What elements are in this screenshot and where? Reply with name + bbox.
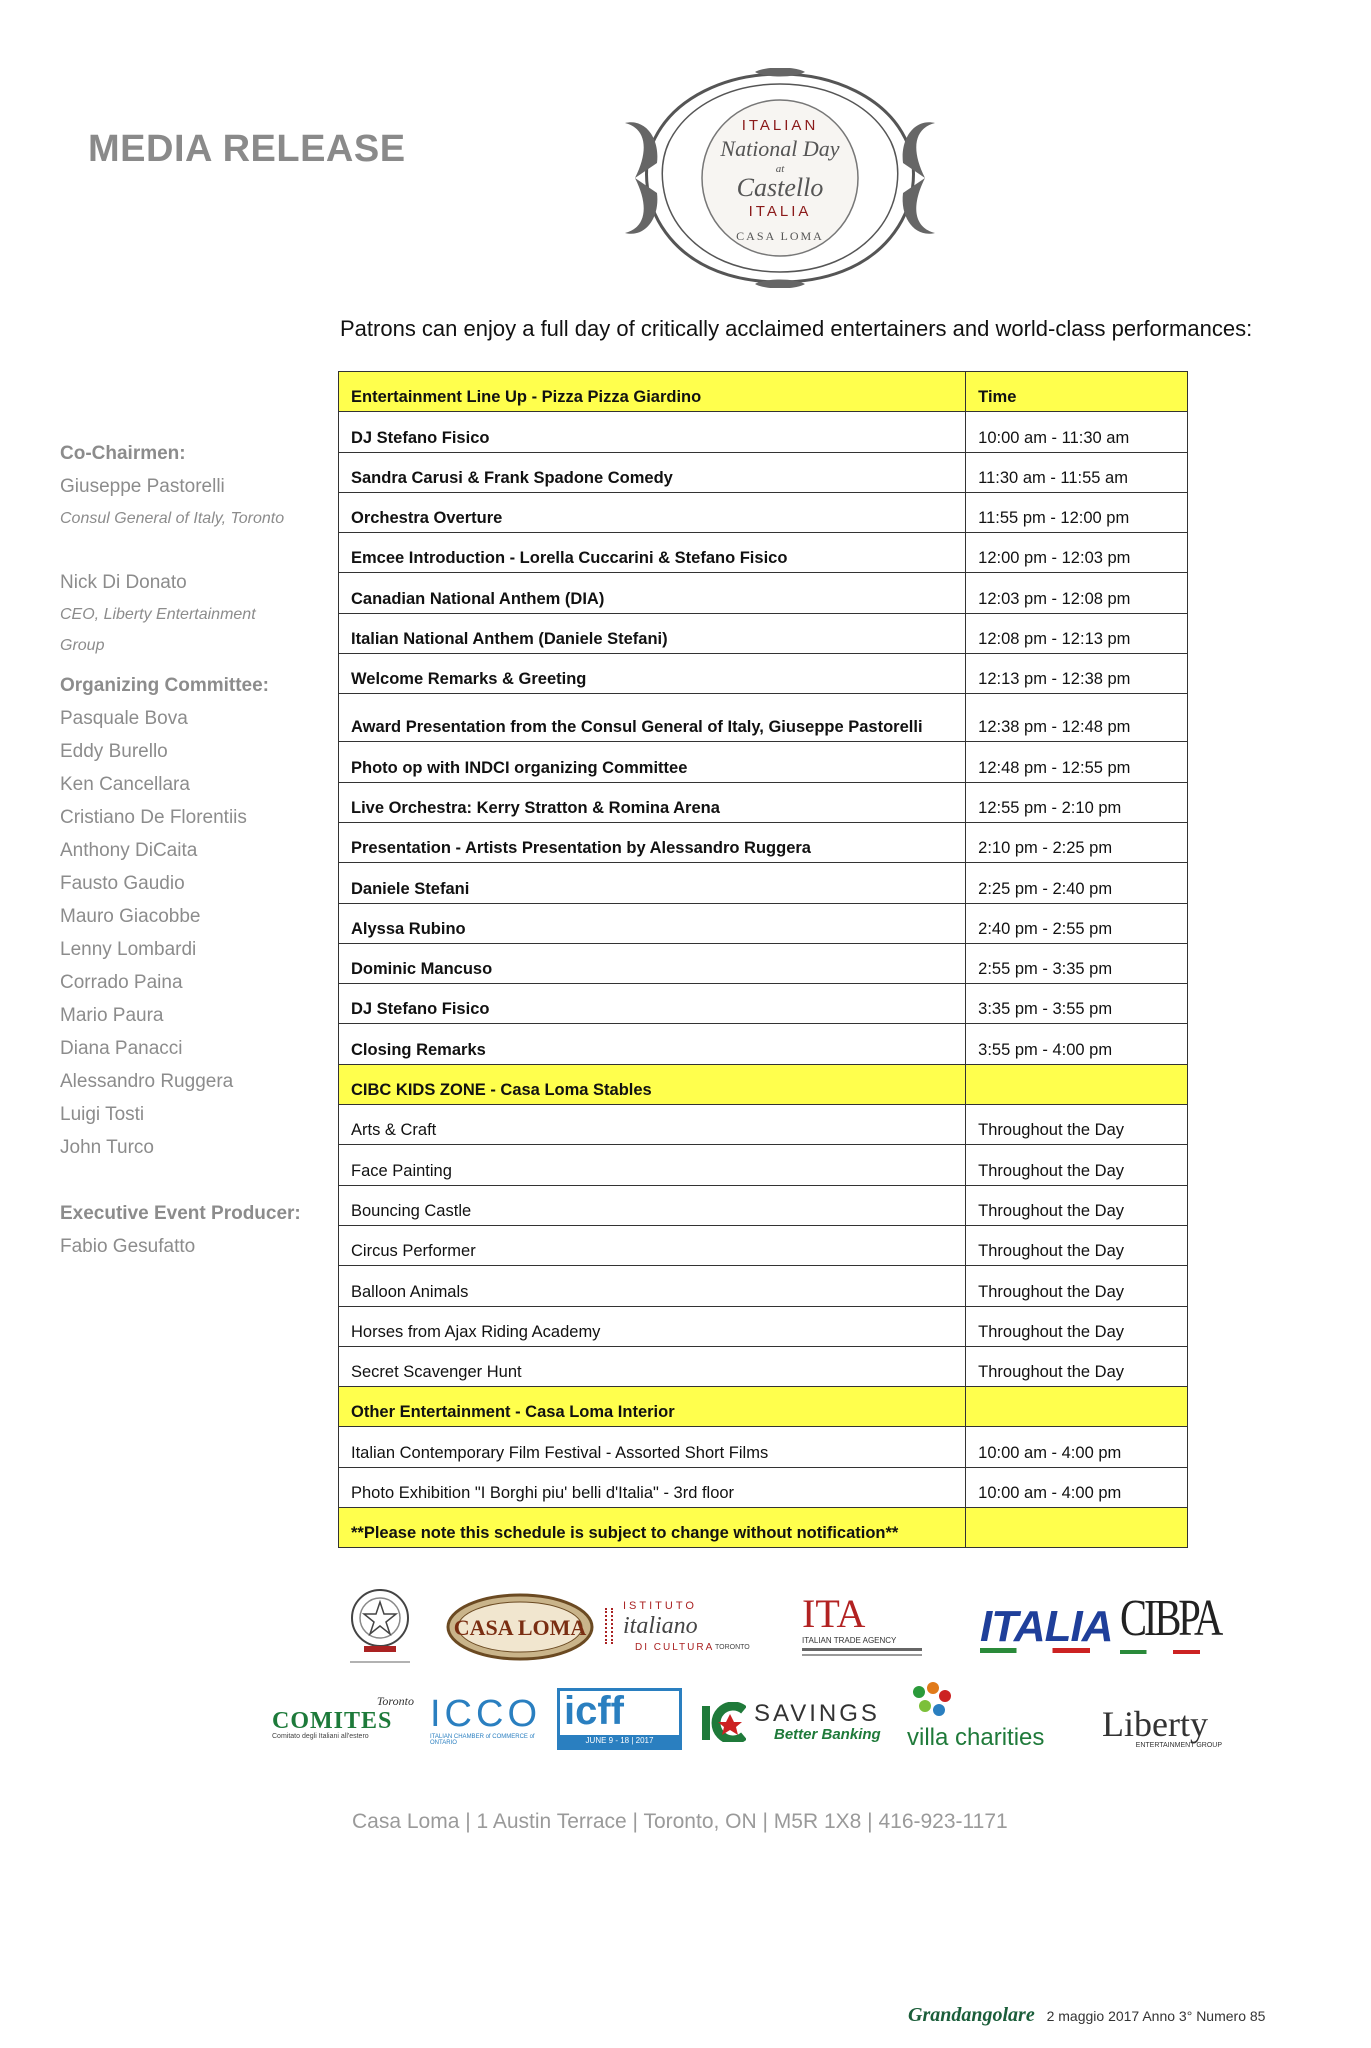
committee-member: Ken Cancellara [60, 774, 190, 795]
schedule-section-header [339, 1064, 1188, 1104]
sponsor-logos-row1: CASA LOMA ISTITUTO italiano DI CULTURA TORONTO ITA ITALIAN TRADE AGENCY ITALIA CIBPA [340, 1582, 1210, 1672]
schedule-row [339, 613, 1188, 653]
schedule-time: Throughout the Day [966, 1225, 1188, 1265]
ic-mark-icon [702, 1702, 746, 1742]
committee-list [60, 702, 330, 1164]
committee-member: Anthony DiCaita [60, 840, 198, 861]
chair1-role: Consul General of Italy, Toronto [60, 510, 285, 527]
schedule-row [339, 782, 1188, 822]
villa-tree-icon [907, 1680, 957, 1722]
schedule-activity: Face Painting [339, 1145, 966, 1185]
publication-issue: 2 maggio 2017 Anno 3° Numero 85 [1046, 2008, 1266, 2024]
schedule-activity: Presentation - Artists Presentation by Alessandro Ruggera [339, 822, 966, 862]
schedule-row [339, 1427, 1188, 1467]
schedule-time: Throughout the Day [966, 1346, 1188, 1386]
schedule-row [339, 903, 1188, 943]
consulate-emblem-logo [340, 1582, 420, 1675]
schedule-section-header [339, 1387, 1188, 1427]
schedule-row [339, 1024, 1188, 1064]
schedule-activity: Orchestra Overture [339, 492, 966, 532]
schedule-time: 12:55 pm - 2:10 pm [966, 782, 1188, 822]
page-title: MEDIA RELEASE [88, 128, 406, 170]
schedule-row [339, 943, 1188, 983]
schedule-row [339, 822, 1188, 862]
schedule-time: 2:40 pm - 2:55 pm [966, 903, 1188, 943]
publication-masthead: Grandangolare [908, 2004, 1035, 2026]
schedule-activity: Canadian National Anthem (DIA) [339, 573, 966, 613]
schedule-activity: Closing Remarks [339, 1024, 966, 1064]
svg-text:CASA LOMA: CASA LOMA [453, 1615, 587, 1640]
schedule-activity: Balloon Animals [339, 1266, 966, 1306]
schedule-time: 10:00 am - 11:30 am [966, 412, 1188, 452]
schedule-activity: **Please note this schedule is subject to change without notification** [339, 1508, 966, 1548]
cibpa-logo: CIBPA [1120, 1588, 1202, 1654]
schedule-row [339, 452, 1188, 492]
chair2-role-line1: CEO, Liberty Entertainment [60, 606, 256, 623]
committee-member: Pasquale Bova [60, 708, 188, 729]
schedule-activity: Alyssa Rubino [339, 903, 966, 943]
schedule-time: 12:03 pm - 12:08 pm [966, 573, 1188, 613]
committee-member: Cristiano De Florentiis [60, 807, 247, 828]
intro-text: Patrons can enjoy a full day of critically acclaimed entertainers and world-class performances: [340, 316, 1253, 341]
schedule-time: Throughout the Day [966, 1105, 1188, 1145]
committee-member: Alessandro Ruggera [60, 1071, 234, 1092]
schedule-time: 11:55 pm - 12:00 pm [966, 492, 1188, 532]
schedule-activity: Arts & Craft [339, 1105, 966, 1145]
chair1-name: Giuseppe Pastorelli [60, 476, 225, 497]
schedule-activity: CIBC KIDS ZONE - Casa Loma Stables [339, 1064, 966, 1104]
schedule-activity: Emcee Introduction - Lorella Cuccarini & Stefano Fisico [339, 533, 966, 573]
schedule-row [339, 1266, 1188, 1306]
committee-member: Luigi Tosti [60, 1104, 145, 1125]
schedule-row [339, 1185, 1188, 1225]
schedule-activity: Welcome Remarks & Greeting [339, 654, 966, 694]
schedule-time: Time [966, 372, 1188, 412]
committee-member: Fausto Gaudio [60, 873, 185, 894]
schedule-row [339, 1306, 1188, 1346]
icco-logo: ICCO ITALIAN CHAMBER of COMMERCE of ONTARIO [430, 1693, 541, 1746]
schedule-activity: Italian Contemporary Film Festival - Assorted Short Films [339, 1427, 966, 1467]
schedule-activity: DJ Stefano Fisico [339, 412, 966, 452]
committee-member: Corrado Paina [60, 972, 183, 993]
liberty-logo: Liberty ENTERTAINMENT GROUP [1102, 1704, 1222, 1749]
schedule-time: 2:55 pm - 3:35 pm [966, 943, 1188, 983]
committee-member: John Turco [60, 1137, 154, 1158]
publication-footer [908, 2004, 1265, 2027]
co-chairmen-heading: Co-Chairmen: [60, 443, 186, 464]
schedule-activity: Sandra Carusi & Frank Spadone Comedy [339, 452, 966, 492]
schedule-row [339, 863, 1188, 903]
schedule-activity: Daniele Stefani [339, 863, 966, 903]
schedule-row [339, 654, 1188, 694]
italia-logo: ITALIA [980, 1602, 1113, 1651]
schedule-row [339, 984, 1188, 1024]
svg-text:CASA LOMA: CASA LOMA [736, 229, 824, 243]
schedule-activity: DJ Stefano Fisico [339, 984, 966, 1024]
schedule-time [966, 1064, 1188, 1104]
schedule-activity: Photo op with INDCI organizing Committee [339, 742, 966, 782]
schedule-time: 2:25 pm - 2:40 pm [966, 863, 1188, 903]
schedule-section-header [339, 1508, 1188, 1548]
schedule-activity: Bouncing Castle [339, 1185, 966, 1225]
producer-heading: Executive Event Producer: [60, 1203, 301, 1224]
schedule-activity: Dominic Mancuso [339, 943, 966, 983]
schedule-row [339, 412, 1188, 452]
schedule-time: Throughout the Day [966, 1145, 1188, 1185]
schedule-time: 10:00 am - 4:00 pm [966, 1427, 1188, 1467]
event-logo [615, 68, 945, 288]
schedule-table [338, 371, 1188, 1548]
schedule-time: 3:35 pm - 3:55 pm [966, 984, 1188, 1024]
schedule-activity: Circus Performer [339, 1225, 966, 1265]
committee-heading: Organizing Committee: [60, 675, 270, 696]
schedule-time [966, 1387, 1188, 1427]
schedule-row [339, 492, 1188, 532]
sidebar [60, 437, 330, 1263]
schedule-row [339, 1467, 1188, 1507]
producer-name: Fabio Gesufatto [60, 1236, 196, 1257]
schedule-time: 12:13 pm - 12:38 pm [966, 654, 1188, 694]
comites-logo: Toronto COMITES Comitato degli Italiani all'estero [272, 1694, 414, 1740]
svg-text:ITALIA: ITALIA [748, 203, 812, 220]
schedule-row [339, 1145, 1188, 1185]
footer-address: Casa Loma | 1 Austin Terrace | Toronto, ON | M5R 1X8 | 416-923-1171 [352, 1810, 1008, 1833]
schedule-row [339, 573, 1188, 613]
ita-logo: ITA ITALIAN TRADE AGENCY [802, 1594, 942, 1656]
schedule-activity: Photo Exhibition "I Borghi piu' belli d'Italia" - 3rd floor [339, 1467, 966, 1507]
schedule-time: 12:38 pm - 12:48 pm [966, 694, 1188, 742]
schedule-activity: Live Orchestra: Kerry Stratton & Romina Arena [339, 782, 966, 822]
schedule-activity: Italian National Anthem (Daniele Stefani) [339, 613, 966, 653]
schedule-time: Throughout the Day [966, 1266, 1188, 1306]
schedule-time: 11:30 am - 11:55 am [966, 452, 1188, 492]
schedule-activity: Secret Scavenger Hunt [339, 1346, 966, 1386]
icff-logo: icff JUNE 9 - 18 | 2017 [557, 1688, 682, 1750]
committee-member: Mauro Giacobbe [60, 906, 201, 927]
schedule-activity: Other Entertainment - Casa Loma Interior [339, 1387, 966, 1427]
svg-text:Castello: Castello [736, 173, 824, 202]
committee-member: Mario Paura [60, 1005, 164, 1026]
svg-text:at: at [775, 163, 785, 175]
schedule-row [339, 1105, 1188, 1145]
svg-text:ITALIAN: ITALIAN [741, 117, 819, 134]
chair2-name: Nick Di Donato [60, 572, 187, 593]
chair2-role-line2: Group [60, 637, 105, 654]
schedule-time: 12:48 pm - 12:55 pm [966, 742, 1188, 782]
schedule-time: 2:10 pm - 2:25 pm [966, 822, 1188, 862]
schedule-row [339, 742, 1188, 782]
schedule-time: Throughout the Day [966, 1306, 1188, 1346]
schedule-time: 10:00 am - 4:00 pm [966, 1467, 1188, 1507]
sponsor-logos-row2: Toronto COMITES Comitato degli Italiani all'estero ICCO ITALIAN CHAMBER of COMMERCE of ONTARIO icff JUNE 9 - 18 | 2017 SAVINGS Better Banking villa charities Liberty ENTERTAINMENT GROUP [272, 1680, 1232, 1770]
committee-member: Lenny Lombardi [60, 939, 197, 960]
schedule-row [339, 694, 1188, 742]
schedule-activity: Award Presentation from the Consul General of Italy, Giuseppe Pastorelli [339, 694, 966, 742]
schedule-section-header [339, 372, 1188, 412]
committee-member: Diana Panacci [60, 1038, 183, 1059]
schedule-time [966, 1508, 1188, 1548]
schedule-time: Throughout the Day [966, 1185, 1188, 1225]
committee-member: Eddy Burello [60, 741, 168, 762]
schedule-activity: Horses from Ajax Riding Academy [339, 1306, 966, 1346]
schedule-time: 3:55 pm - 4:00 pm [966, 1024, 1188, 1064]
schedule-time: 12:00 pm - 12:03 pm [966, 533, 1188, 573]
casa-loma-logo [445, 1592, 595, 1667]
svg-text:National Day: National Day [720, 136, 840, 161]
schedule-activity: Entertainment Line Up - Pizza Pizza Giardino [339, 372, 966, 412]
schedule-row [339, 1225, 1188, 1265]
schedule-time: 12:08 pm - 12:13 pm [966, 613, 1188, 653]
event-crest-image [615, 68, 945, 288]
schedule-row [339, 1346, 1188, 1386]
schedule-row [339, 533, 1188, 573]
